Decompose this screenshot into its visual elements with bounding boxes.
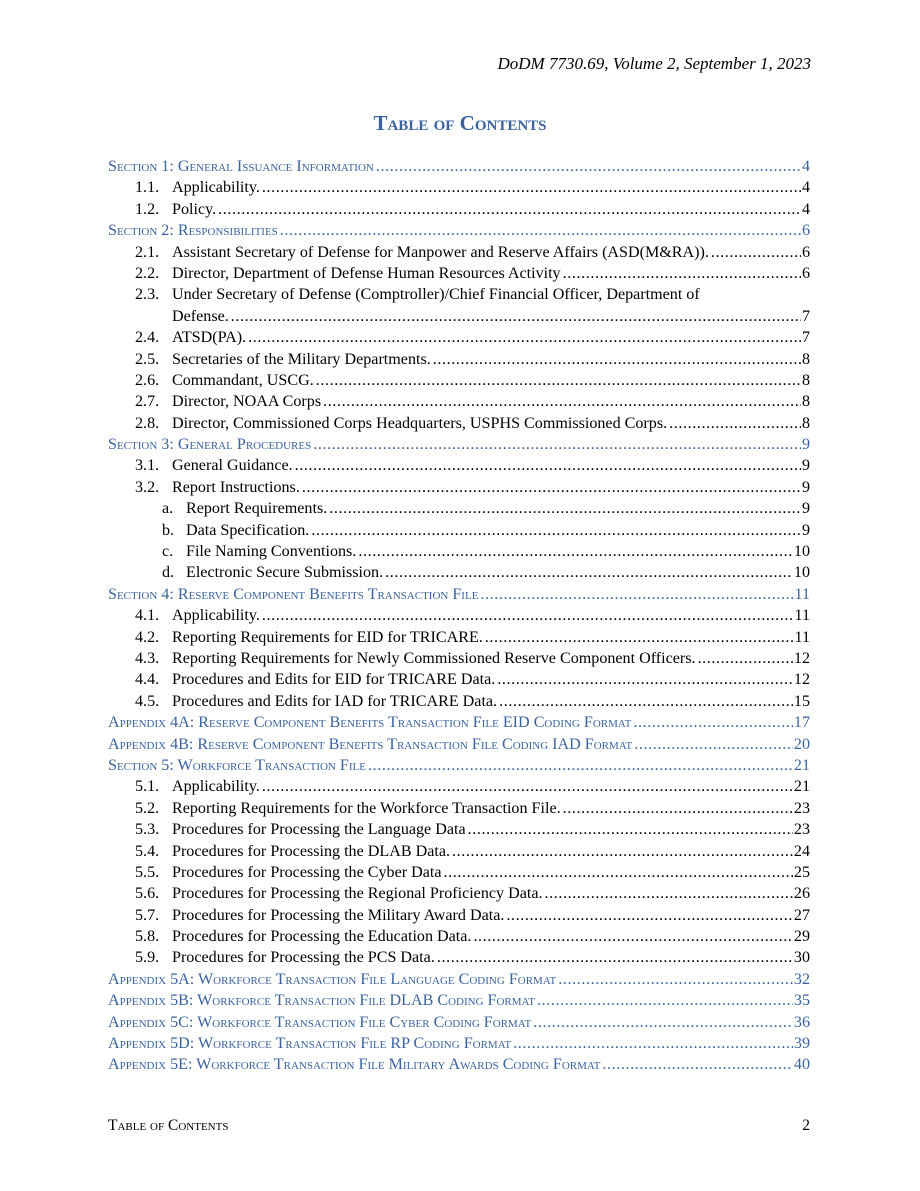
toc-entry-label: Reporting Requirements for Newly Commissioned Reserve Component Officers. xyxy=(172,649,696,667)
toc-entry-page: 12 xyxy=(793,671,810,689)
toc-entry-page: 23 xyxy=(793,821,810,839)
toc-entry-label: Report Requirements. xyxy=(186,500,328,518)
toc-entry-page: 20 xyxy=(793,735,810,753)
footer-section-label: Table of Contents xyxy=(108,1117,229,1134)
toc-entry-5-9[interactable]: 5.9. Procedures for Processing the PCS Data. ..... 30 xyxy=(108,947,810,968)
toc-entry-page: 17 xyxy=(793,714,810,732)
toc-entry-label: Applicability. xyxy=(172,607,260,625)
toc-appendix-4a[interactable] xyxy=(108,712,810,733)
toc-appendix-5c[interactable] xyxy=(108,1012,810,1033)
toc-entry-label: Procedures for Processing the PCS Data. xyxy=(172,949,435,967)
toc-entry-label: Procedures and Edits for EID for TRICARE Data. xyxy=(172,671,496,689)
toc-entry-page: 39 xyxy=(793,1035,810,1053)
toc-entry-5-4[interactable]: 5.4. Procedures for Processing the DLAB Data. ..... 24 xyxy=(108,841,810,862)
toc-entry-page: 8 xyxy=(801,371,810,389)
toc-entry-page: 9 xyxy=(801,500,810,518)
toc-entry-page: 30 xyxy=(793,949,810,967)
toc-entry-label: Applicability. xyxy=(172,179,260,197)
toc-entry-label: Electronic Secure Submission. xyxy=(186,564,384,582)
toc-entry-4-1[interactable]: 4.1. Applicability. ..... 11 xyxy=(108,605,810,626)
toc-entry-page: 4 xyxy=(801,158,810,175)
toc-entry-5-5[interactable]: 5.5. Procedures for Processing the Cyber Data ..... 25 xyxy=(108,862,810,883)
toc-entry-label: File Naming Conventions. xyxy=(186,543,357,561)
toc-entry-2-3[interactable]: 2.3. Under Secretary of Defense (Comptroller)/Chief Financial Officer, Department of xyxy=(135,286,700,304)
toc-entry-page: 23 xyxy=(793,799,810,817)
toc-entry-label: Section 3: General Procedures xyxy=(108,436,312,454)
toc-entry-3-1[interactable]: 3.1. General Guidance. ..... 9 xyxy=(108,455,810,476)
toc-entry-label: Appendix 5C: Workforce Transaction File Cyber Coding Format xyxy=(108,1013,532,1031)
toc-entry-label: Appendix 5A: Workforce Transaction File Language Coding Format xyxy=(108,970,557,988)
toc-entry-page: 24 xyxy=(793,842,810,860)
toc-entry-label: Appendix 5E: Workforce Transaction File Military Awards Coding Format xyxy=(108,1056,601,1074)
toc-entry-label: Procedures for Processing the Language Data xyxy=(172,821,466,839)
toc-entry-label: Director, Commissioned Corps Headquarters, USPHS Commissioned Corps. xyxy=(172,414,668,432)
toc-entry-page: 9 xyxy=(801,521,810,539)
toc-entry-3-2-b[interactable]: b. Data Specification. ..... 9 xyxy=(108,520,810,541)
toc-entry-4-4[interactable]: 4.4. Procedures and Edits for EID for TRICARE Data. ..... 12 xyxy=(108,669,810,690)
toc-entry-2-8[interactable]: 2.8. Director, Commissioned Corps Headquarters, USPHS Commissioned Corps. ..... 8 xyxy=(108,413,810,434)
footer-page-number: 2 xyxy=(802,1117,810,1134)
toc-entry-label: Procedures and Edits for IAD for TRICARE Data. xyxy=(172,692,498,710)
toc-entry-label: Commandant, USCG. xyxy=(172,371,314,389)
toc-entry-2-4[interactable]: 2.4. ATSD(PA). ..... 7 xyxy=(108,327,810,348)
toc-entry-page: 27 xyxy=(793,906,810,924)
toc-appendix-4b[interactable] xyxy=(108,734,810,755)
toc-entry-label: Appendix 4A: Reserve Component Benefits Transaction File EID Coding Format xyxy=(108,714,632,732)
toc-entry-label: Procedures for Processing the Education Data. xyxy=(172,928,472,946)
toc-entry-label: Section 5: Workforce Transaction File xyxy=(108,756,366,774)
toc-entry-label: Assistant Secretary of Defense for Manpower and Reserve Affairs (ASD(M&RA)). xyxy=(172,243,709,261)
toc-entry-label: Procedures for Processing the Regional Proficiency Data. xyxy=(172,885,543,903)
toc-entry-5-6[interactable]: 5.6. Procedures for Processing the Regional Proficiency Data. ..... 26 xyxy=(108,883,810,904)
toc-entry-label: Procedures for Processing the Cyber Data xyxy=(172,863,442,881)
toc-entry-page: 25 xyxy=(793,863,810,881)
toc-entry-4-2[interactable]: 4.2. Reporting Requirements for EID for TRICARE. ..... 11 xyxy=(108,627,810,648)
toc-entry-page: 9 xyxy=(801,478,810,496)
toc-entry-page: 40 xyxy=(793,1056,810,1074)
running-header: DoDM 7730.69, Volume 2, September 1, 2023 xyxy=(497,54,811,73)
toc-entry-page: 21 xyxy=(793,778,810,796)
toc-entry-page: 26 xyxy=(793,885,810,903)
toc-entry-5-3[interactable]: 5.3. Procedures for Processing the Language Data ..... 23 xyxy=(108,819,810,840)
toc-entry-page: 32 xyxy=(793,970,810,988)
toc-entry-2-3-continued[interactable] xyxy=(108,306,810,327)
toc-entry-label: Appendix 5B: Workforce Transaction File DLAB Coding Format xyxy=(108,992,535,1010)
toc-entry-label: Director, NOAA Corps xyxy=(172,393,322,411)
toc-entry-5-1[interactable]: 5.1. Applicability. ..... 21 xyxy=(108,776,810,797)
toc-entry-page: 35 xyxy=(793,992,810,1010)
toc-entry-page: 15 xyxy=(793,692,810,710)
toc-entry-label: Section 2: Responsibilities xyxy=(108,222,278,240)
toc-appendix-5b[interactable] xyxy=(108,990,810,1011)
toc-entry-label: Secretaries of the Military Departments. xyxy=(172,350,431,368)
toc-entry-page: 7 xyxy=(801,329,810,347)
toc-entry-4-3[interactable]: 4.3. Reporting Requirements for Newly Commissioned Reserve Component Officers. ..... 12 xyxy=(108,648,810,669)
toc-entry-label: ATSD(PA). xyxy=(172,329,247,347)
toc-entry-label: Defense. xyxy=(172,307,229,325)
toc-entry-page: 12 xyxy=(793,649,810,667)
toc-entry-4-5[interactable]: 4.5. Procedures and Edits for IAD for TRICARE Data. ..... 15 xyxy=(108,691,810,712)
toc-entry-3-2-d[interactable]: d. Electronic Secure Submission. ..... 10 xyxy=(108,562,810,583)
toc-entry-label: Under Secretary of Defense (Comptroller)/Chief Financial Officer, Department of xyxy=(172,286,700,304)
toc-appendix-5d[interactable] xyxy=(108,1033,810,1054)
toc-entry-label: Report Instructions. xyxy=(172,478,300,496)
toc-entry-label: Procedures for Processing the Military Award Data. xyxy=(172,906,505,924)
toc-entry-5-8[interactable]: 5.8. Procedures for Processing the Education Data. ..... 29 xyxy=(108,926,810,947)
toc-entry-page: 6 xyxy=(801,264,810,282)
toc-entry-label: Reporting Requirements for the Workforce Transaction File. xyxy=(172,799,561,817)
toc-entry-page: 6 xyxy=(801,243,810,261)
toc-entry-page: 10 xyxy=(793,543,810,561)
toc-entry-page: 9 xyxy=(801,457,810,475)
toc-entry-label: Appendix 4B: Reserve Component Benefits Transaction File Coding IAD Format xyxy=(108,735,633,753)
toc-appendix-5e[interactable] xyxy=(108,1054,810,1075)
toc-entry-5-7[interactable]: 5.7. Procedures for Processing the Military Award Data. ..... 27 xyxy=(108,905,810,926)
toc-entry-page: 11 xyxy=(794,607,810,625)
toc-entry-label: Applicability. xyxy=(172,778,260,796)
toc-entry-label: Data Specification. xyxy=(186,521,310,539)
toc-entry-label: Section 1: General Issuance Information xyxy=(108,158,374,175)
toc-section-5[interactable] xyxy=(108,755,810,776)
toc-entry-2-7[interactable]: 2.7. Director, NOAA Corps ..... 8 xyxy=(108,391,810,412)
toc-entry-1-2[interactable]: 1.2. Policy. ..... 4 xyxy=(108,199,810,220)
toc-entry-page: 4 xyxy=(801,179,810,197)
toc-entry-page: 8 xyxy=(801,393,810,411)
toc-entry-2-6[interactable]: 2.6. Commandant, USCG. ..... 8 xyxy=(108,370,810,391)
toc-entry-page: 21 xyxy=(793,756,810,774)
toc-entry-label: Policy. xyxy=(172,200,217,218)
page-title: Table of Contents xyxy=(373,111,547,135)
toc-entry-3-2-a[interactable]: a. Report Requirements. ..... 9 xyxy=(108,498,810,519)
toc-section-4[interactable] xyxy=(108,584,810,605)
toc-entry-page: 7 xyxy=(801,307,810,325)
toc-entry-page: 11 xyxy=(794,628,810,646)
toc-entry-label: Reporting Requirements for EID for TRICARE. xyxy=(172,628,483,646)
toc-entry-page: 4 xyxy=(801,200,810,218)
toc-entry-2-1[interactable]: 2.1. Assistant Secretary of Defense for Manpower and Reserve Affairs (ASD(M&RA)). ..... 6 xyxy=(108,242,810,263)
toc-entry-label: Procedures for Processing the DLAB Data. xyxy=(172,842,450,860)
toc-entry-label: General Guidance. xyxy=(172,457,293,475)
toc-entry-page: 11 xyxy=(794,585,810,603)
toc-entry-label: Appendix 5D: Workforce Transaction File RP Coding Format xyxy=(108,1035,512,1053)
toc-entry-page: 6 xyxy=(801,222,810,240)
toc-entry-2-5[interactable]: 2.5. Secretaries of the Military Departments. ..... 8 xyxy=(108,349,810,370)
toc-entry-page: 8 xyxy=(801,350,810,368)
toc-entry-page: 29 xyxy=(793,928,810,946)
toc-entry-label: Director, Department of Defense Human Resources Activity xyxy=(172,264,561,282)
toc-section-2[interactable] xyxy=(108,220,810,241)
toc-section-1[interactable] xyxy=(108,156,810,177)
toc-section-3[interactable] xyxy=(108,434,810,455)
toc-entry-page: 36 xyxy=(793,1013,810,1031)
toc-entry-page: 8 xyxy=(801,414,810,432)
toc-entry-1-1[interactable]: 1.1. Applicability. ..... 4 xyxy=(108,177,810,198)
toc-appendix-5a[interactable] xyxy=(108,969,810,990)
table-of-contents xyxy=(108,156,810,1076)
toc-entry-3-2-c[interactable]: c. File Naming Conventions. ..... 10 xyxy=(108,541,810,562)
toc-entry-page: 9 xyxy=(801,436,810,454)
toc-entry-3-2[interactable]: 3.2. Report Instructions. ..... 9 xyxy=(108,477,810,498)
toc-entry-5-2[interactable]: 5.2. Reporting Requirements for the Workforce Transaction File. ..... 23 xyxy=(108,798,810,819)
toc-entry-label: Section 4: Reserve Component Benefits Transaction File xyxy=(108,585,479,603)
toc-entry-2-2[interactable]: 2.2. Director, Department of Defense Human Resources Activity ..... 6 xyxy=(108,263,810,284)
toc-entry-page: 10 xyxy=(793,564,810,582)
